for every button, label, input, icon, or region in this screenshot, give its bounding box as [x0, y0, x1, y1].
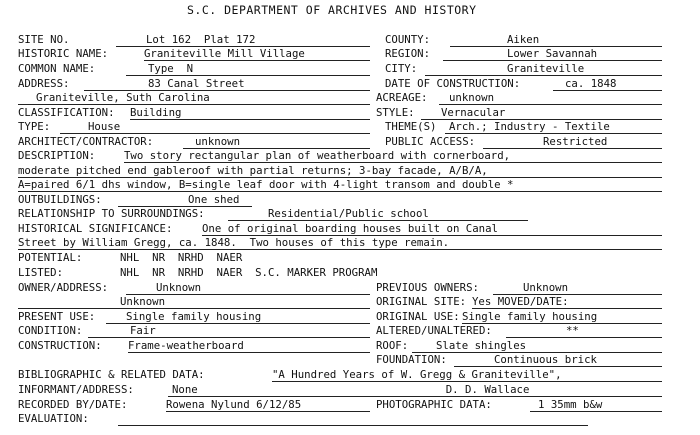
region-value: Lower Savannah — [443, 48, 662, 61]
construction-label: CONSTRUCTION: — [18, 339, 102, 352]
altered-label: ALTERED/UNALTERED: — [376, 324, 492, 337]
style-value: Vernacular — [421, 107, 662, 120]
previous-owners-label: PREVIOUS OWNERS: — [376, 281, 479, 294]
common-name-label: COMMON NAME: — [18, 62, 96, 75]
potential-label: POTENTIAL: — [18, 251, 83, 264]
owner-line2: Unknown — [18, 296, 370, 309]
common-name-value: Type N — [126, 63, 370, 76]
historical-significance-label: HISTORICAL SIGNIFICANCE: — [18, 222, 173, 235]
roof-value: Slate shingles — [412, 340, 662, 353]
date-of-construction-value: ca. 1848 — [553, 78, 662, 91]
city-label: CITY: — [385, 62, 418, 75]
themes-value: Arch.; Industry - Textile — [445, 121, 662, 134]
architect-value: unknown — [183, 136, 370, 149]
condition-value: Fair — [88, 325, 370, 338]
recorded-by-value: Rowena Nylund 6/12/85 — [166, 399, 370, 412]
county-label: COUNTY: — [385, 33, 431, 46]
recorded-by-label: RECORDED BY/DATE: — [18, 398, 128, 411]
classification-label: CLASSIFICATION: — [18, 106, 115, 119]
potential-value: NHL NR NRHD NAER — [120, 251, 243, 264]
photographic-data-value: 1 35mm b&w — [530, 399, 662, 412]
original-site-value: Yes MOVED/DATE: — [472, 296, 662, 309]
outbuildings-label: OUTBUILDINGS: — [18, 193, 102, 206]
historic-name-label: HISTORIC NAME: — [18, 47, 109, 60]
public-access-label: PUBLIC ACCESS: — [385, 135, 476, 148]
evaluation-value — [118, 413, 588, 426]
address-label: ADDRESS: — [18, 77, 70, 90]
type-label: TYPE: — [18, 120, 51, 133]
historical-significance-line1: One of original boarding houses built on Canal — [202, 223, 662, 236]
listed-label: LISTED: — [18, 266, 64, 279]
classification-value: Building — [130, 107, 370, 120]
description-line2: moderate pitched end gableroof with partial returns; 3-bay facade, A/B/A, — [18, 165, 662, 178]
foundation-label: FOUNDATION: — [376, 353, 447, 366]
informant-value: None D. D. Wallace — [168, 384, 662, 397]
county-value: Aiken — [450, 34, 662, 47]
original-site-label: ORIGINAL SITE: — [376, 295, 467, 308]
relationship-value: Residential/Public school — [228, 208, 528, 221]
acreage-label: ACREAGE: — [376, 91, 428, 104]
site-no-value: Lot 162 Plat 172 — [116, 34, 370, 47]
altered-value: ** — [506, 325, 662, 338]
city-value: Graniteville — [425, 63, 662, 76]
present-use-label: PRESENT USE: — [18, 310, 96, 323]
owner-value: Unknown — [126, 282, 370, 295]
page-title: S.C. DEPARTMENT OF ARCHIVES AND HISTORY — [187, 3, 477, 17]
acreage-value: unknown — [439, 92, 662, 105]
site-no-label: SITE NO. — [18, 33, 70, 46]
region-label: REGION: — [385, 47, 431, 60]
construction-value: Frame-weatherboard — [128, 340, 370, 353]
informant-label: INFORMANT/ADDRESS: — [18, 383, 134, 396]
date-of-construction-label: DATE OF CONSTRUCTION: — [385, 77, 521, 90]
relationship-label: RELATIONSHIP TO SURROUNDINGS: — [18, 207, 205, 220]
previous-owners-value: Unknown — [493, 282, 662, 295]
style-label: STYLE: — [376, 106, 415, 119]
address-value: 83 Canal Street — [84, 78, 370, 91]
historical-significance-line2: Street by William Gregg, ca. 1848. Two houses of this type remain. — [18, 237, 662, 250]
original-use-label: ORIGINAL USE: — [376, 310, 460, 323]
original-use-value: Single family housing — [462, 311, 662, 324]
evaluation-label: EVALUATION: — [18, 412, 89, 425]
public-access-value: Restricted — [483, 136, 662, 149]
owner-label: OWNER/ADDRESS: — [18, 281, 109, 294]
outbuildings-value: One shed — [118, 194, 252, 207]
historic-name-value: Graniteville Mill Village — [144, 48, 370, 61]
photographic-data-label: PHOTOGRAPHIC DATA: — [376, 398, 492, 411]
bibliographic-value: "A Hundred Years of W. Gregg & Graniteville", — [272, 369, 662, 382]
description-line1: Two story rectangular plan of weatherboard with cornerboard, — [124, 150, 662, 163]
architect-label: ARCHITECT/CONTRACTOR: — [18, 135, 154, 148]
condition-label: CONDITION: — [18, 324, 83, 337]
description-label: DESCRIPTION: — [18, 149, 96, 162]
listed-value: NHL NR NRHD NAER S.C. MARKER PROGRAM — [120, 266, 378, 279]
description-line3: A=paired 6/1 dhs window, B=single leaf door with 4-light transom and double * — [18, 179, 662, 192]
address-line2: Graniteville, Suth Carolina — [18, 92, 370, 105]
type-value: House — [60, 121, 370, 134]
foundation-value: Continuous brick — [454, 354, 662, 367]
themes-label: THEME(S) — [385, 120, 437, 133]
roof-label: ROOF: — [376, 339, 409, 352]
bibliographic-label: BIBLIOGRAPHIC & RELATED DATA: — [18, 368, 205, 381]
present-use-value: Single family housing — [106, 311, 370, 324]
